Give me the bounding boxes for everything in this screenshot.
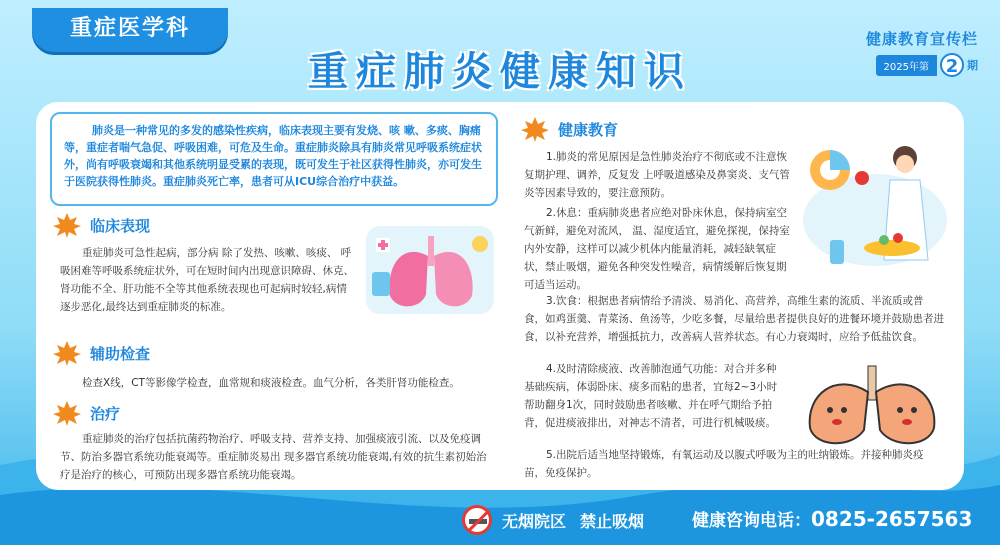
education-item-2: [524, 204, 790, 294]
education-text-2: 2.休息：重病肺炎患者应绝对卧床休息，保持病室空气新鲜，避免对流风， 温、湿度适宜，避免探视，保持室内外安静，这样可以减少机体内能量消耗，减轻缺氧症状，禁止吸烟，避免各种突发性噪音，病情缓解后恢复期可适当运动。: [524, 207, 790, 291]
leaf-icon: [52, 399, 82, 427]
lungs-cartoon: [792, 364, 952, 450]
education-item-3: [524, 292, 944, 346]
intro-box: [50, 112, 498, 206]
intro-text: 肺炎是一种常见的多发的感染性疾病，临床表现主要有发烧、咳 嗽、多痰、胸痛等，重症者喘气急促、呼吸困难，可危及生命。重症肺炎除具有肺炎常见呼吸系统症状外，尚有呼吸衰竭和其他系统明显受累的表现，既可发生于社区获得性肺炎，亦可发生于医院获得性肺炎。重症肺炎死亡率，患者可从ICU综合治疗中获益。: [64, 124, 482, 188]
no-smoking-icon: [462, 505, 492, 535]
education-item-1: [524, 148, 790, 202]
exam-title: 辅助检查: [90, 344, 151, 363]
issue-suffix: 期: [967, 59, 978, 72]
section-treatment: [52, 400, 482, 426]
education-text-1: 1.肺炎的常见原因是急性肺炎治疗不彻底或不注意恢复期护理、调养，反复发 上呼吸道感染及鼻窦炎、支气管炎等因素导致的，要注意预防。: [524, 151, 790, 199]
issue-badge: [866, 53, 978, 77]
no-smoking-notice: [462, 505, 658, 535]
clinical-body-wrap: [60, 244, 356, 316]
leaf-icon: [520, 115, 550, 143]
treatment-text: 重症肺炎的治疗包括抗菌药物治疗、呼吸支持、营养支持、加强痰液引流、以及免疫调节、防治多器官系统功能衰竭等。重症肺炎易出 现多器官系统功能衰竭,有效的抗生素初始治疗是治疗的核心，可预防出现多器官系统功能衰竭。: [60, 433, 487, 481]
clinical-text: 重症肺炎可急性起病，部分病 除了发热、咳嗽、咳痰、 呼吸困难等呼吸系统症状外，可在短时间内出现意识障碍、休克、肾功能不全、肝功能不全等其他系统表现也可起病时较轻,病情逐步恶化,最终达到重症肺炎的标准。: [60, 247, 354, 313]
series-label: 健康教育宣传栏: [865, 30, 978, 48]
no-smoking-text-2: 禁止吸烟: [580, 511, 645, 531]
clinical-title: 临床表现: [90, 216, 151, 235]
treatment-body-wrap: [60, 430, 496, 484]
department-name: 重症医学科: [69, 16, 190, 41]
phone-label: 健康咨询电话：: [692, 511, 811, 531]
exam-text: 检查X线，CT等影像学检查，血常规和痰液检查。血气分析，各类肝肾功能检查。: [82, 377, 460, 389]
lung-illustration: [362, 216, 498, 320]
education-text-5: 5.出院后适当地坚持锻炼，有氧运动及以腹式呼吸为主的吐纳锻炼。并接种肺炎疫苗，免疫保护。: [524, 449, 924, 479]
section-education: [520, 116, 780, 142]
issue-tag: [866, 28, 978, 77]
education-text-3: 3.饮食：根据患者病情给予清淡、易消化、高营养，高维生素的流质、半流质或普食，如鸡蛋羹、青菜汤、鱼汤等，少吃多餐，尽量给患者提供良好的进餐环境并鼓励患者进食，以补充营养，增强抵抗力，改善病人营养状态。有心力衰竭时，应给予低盐饮食。: [524, 295, 944, 343]
page-title: 重症肺炎健康知识: [308, 49, 692, 95]
education-text-4: 4.及时清除痰液、改善肺泡通气功能：对合并多种基础疾病，体弱卧床、痰多而粘的患者，宜每2~3小时帮助翻身1次，同时鼓励患者咳嗽、并在呼气期给予拍背，促进痰液排出，对神志不清者，可进行机械吸痰。: [524, 363, 778, 429]
no-smoking-text-1: 无烟院区: [502, 511, 567, 531]
section-exam: [52, 340, 482, 366]
phone-number: 0825-2657563: [811, 507, 973, 531]
doctor-illustration: [800, 130, 950, 270]
consult-phone: [692, 506, 972, 531]
education-title: 健康教育: [558, 120, 619, 139]
treatment-title: 治疗: [90, 404, 121, 423]
section-clinical: [52, 212, 352, 238]
issue-number: 2: [940, 53, 964, 77]
education-item-4: [524, 360, 786, 432]
leaf-icon: [52, 211, 82, 239]
issue-prefix: 2025年第: [876, 55, 937, 76]
leaf-icon: [52, 339, 82, 367]
exam-body-wrap: [60, 374, 490, 392]
education-item-5: [524, 446, 944, 482]
